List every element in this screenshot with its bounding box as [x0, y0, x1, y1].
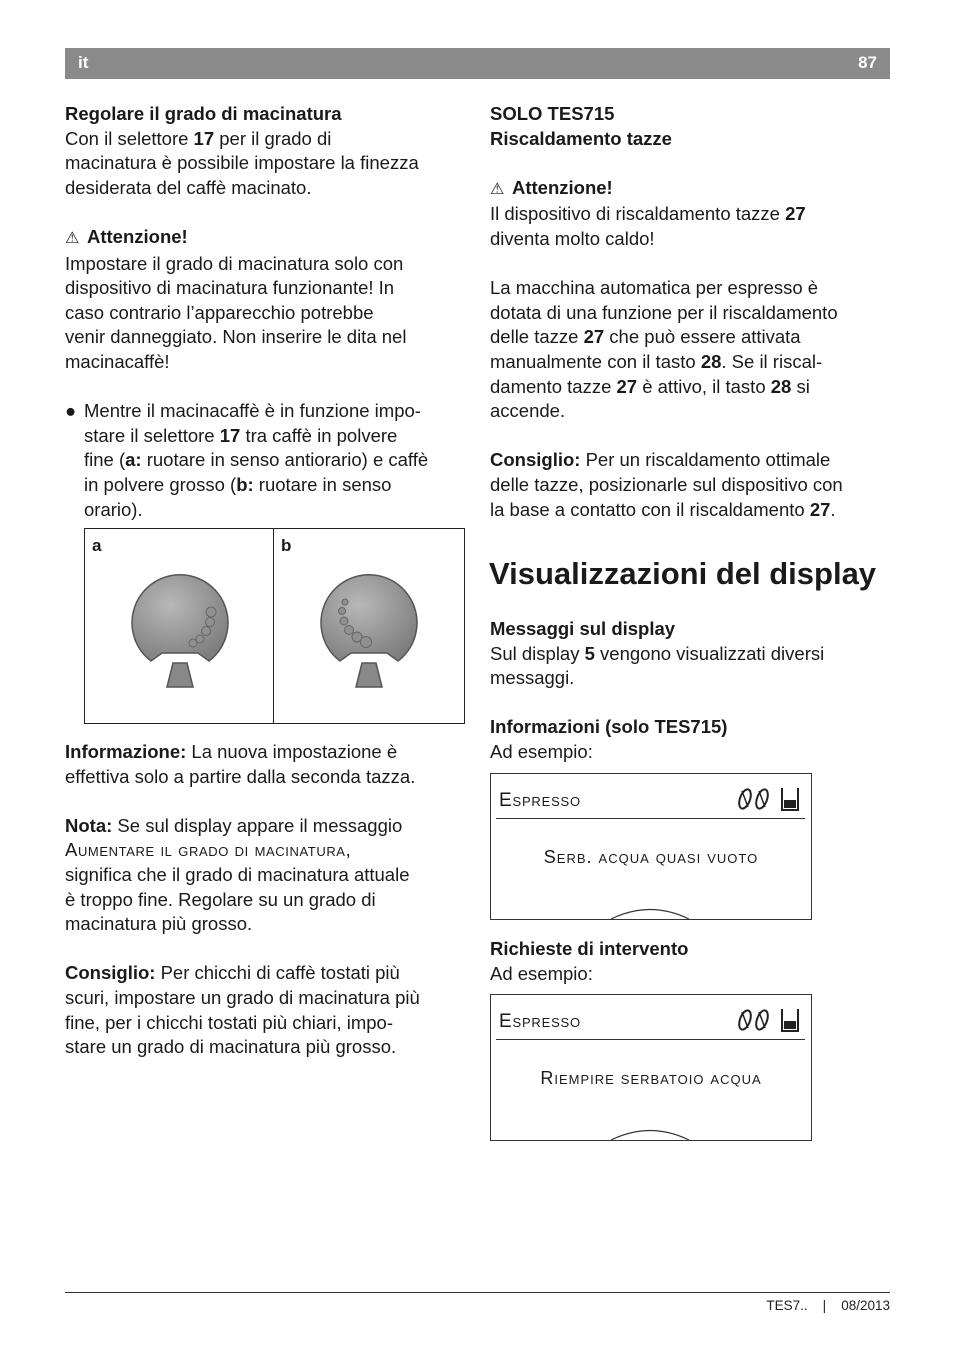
request-section-title: Richieste di intervento — [490, 938, 689, 959]
footer-rule — [65, 1292, 890, 1293]
display-title: Espresso — [499, 790, 581, 811]
footer-separator: | — [822, 1298, 827, 1313]
grind-knob-b-icon — [321, 575, 417, 687]
bean-cup-icon — [734, 1004, 804, 1034]
grind-selector-illustration — [85, 529, 464, 723]
display-message: Serb. acqua quasi vuoto — [543, 847, 759, 867]
warning-icon: ⚠ — [490, 180, 505, 198]
info-section-title: Informazioni (solo TES715) — [490, 716, 728, 738]
nota-label: Nota: — [65, 814, 113, 836]
display-arc — [611, 908, 689, 920]
tip-label: Consiglio: — [65, 962, 156, 984]
warning-icon: ⚠ — [65, 229, 80, 247]
right-column: SOLO TES715 Riscaldamento tazze ⚠ Attenzione! Il dispositivo di riscaldamento tazze 27 diventa molto caldo! La macchina automatica per espresso è dotata di una funzione per il riscaldamento delle tazze 27 che può essere attivata manualmente con il tasto 28. Se il riscal- damento tazze 27 è attivo, il tasto 28 si accende. Consiglio: Per un riscaldamento ottimale delle tazze, posizionarle sul dispositivo con la base a contatto con il riscaldamento 27. — [490, 103, 843, 520]
display-rule — [496, 1039, 805, 1040]
display-message-grind: Aumentare il grado di macinatura — [65, 839, 346, 861]
grind-knob-a-icon — [132, 575, 228, 687]
display-example-request — [490, 994, 812, 1141]
section-title-cup-warmer: Riscaldamento tazze — [490, 127, 672, 149]
language-label: it — [78, 53, 89, 72]
warning-title: Attenzione! — [87, 225, 188, 247]
tip-label: Consiglio: — [490, 449, 581, 471]
bullet-icon: ● — [65, 400, 77, 422]
right-column-request-section: Richieste di intervento Ad esempio: — [490, 938, 689, 984]
bean-cup-icon — [734, 783, 804, 813]
display-message: Riempire serbatoio acqua — [540, 1068, 762, 1088]
right-column-display-section: Messaggi sul display Sul display 5 vengono visualizzati diversi messaggi. Informazioni (solo TES715) Ad esempio: — [490, 618, 825, 762]
page-number: 87 — [858, 53, 877, 72]
header-bar — [65, 48, 890, 79]
messages-title: Messaggi sul display — [490, 618, 676, 639]
list-item: ● Mentre il macinacaffè è in funzione impo- stare il selettore 17 tra caffè in polvere fine (a: ruotare in senso antiorario) e caffè in polvere grosso (b: ruotare in senso orario). — [65, 400, 429, 520]
figure-label-a: a — [92, 536, 102, 555]
left-column-lower: Informazione: La nuova impostazione è effettiva solo a partire dalla seconda tazza. Nota: Se sul display appare il messaggio Aumentare il grado di macinatura, significa che il grado di macinatura attuale è troppo fine. Regolare su un grado di macinatura più grosso. Consiglio: Per chicchi di caffè tostati più scuri, impostare un grado di macinatura più fine, per i chicchi tostati più chiari, impo- stare un grado di macinatura più grosso. — [65, 741, 420, 1058]
footer-model: TES7.. — [766, 1298, 808, 1313]
warning-title: Attenzione! — [512, 176, 613, 198]
footer — [766, 1298, 890, 1313]
model-title: SOLO TES715 — [490, 103, 615, 124]
ref-17: 17 — [193, 127, 215, 149]
display-rule — [496, 818, 805, 819]
info-label: Informazione: — [65, 741, 187, 762]
display-example-info — [490, 773, 812, 920]
footer-date: 08/2013 — [841, 1298, 890, 1313]
figure-label-b: b — [281, 536, 292, 555]
page-heading: Visualizzazioni del display — [489, 556, 877, 591]
display-title: Espresso — [499, 1011, 581, 1032]
grinder-figure — [84, 528, 465, 724]
left-column: Regolare il grado di macinatura Con il selettore 17 per il grado di macinatura è possibile impostare la finezza desiderata del caffè macinato. ⚠ Attenzione! Impostare il grado di macinatura solo con dispositivo di macinatura funzionante! In caso contrario l’apparecchio potrebbe venir danneggiato. Non inserire le dita nel macinacaffè! ● Mentre il macinacaffè è in funzione impo- stare il selettore 17 tra caffè in polvere fine (a: ruotare in senso antiorario) e caffè in polvere grosso (b: ruotare in senso orario). — [65, 102, 470, 522]
display-arc — [611, 1129, 689, 1141]
section-title-grind: Regolare il grado di macinatura — [65, 103, 342, 124]
